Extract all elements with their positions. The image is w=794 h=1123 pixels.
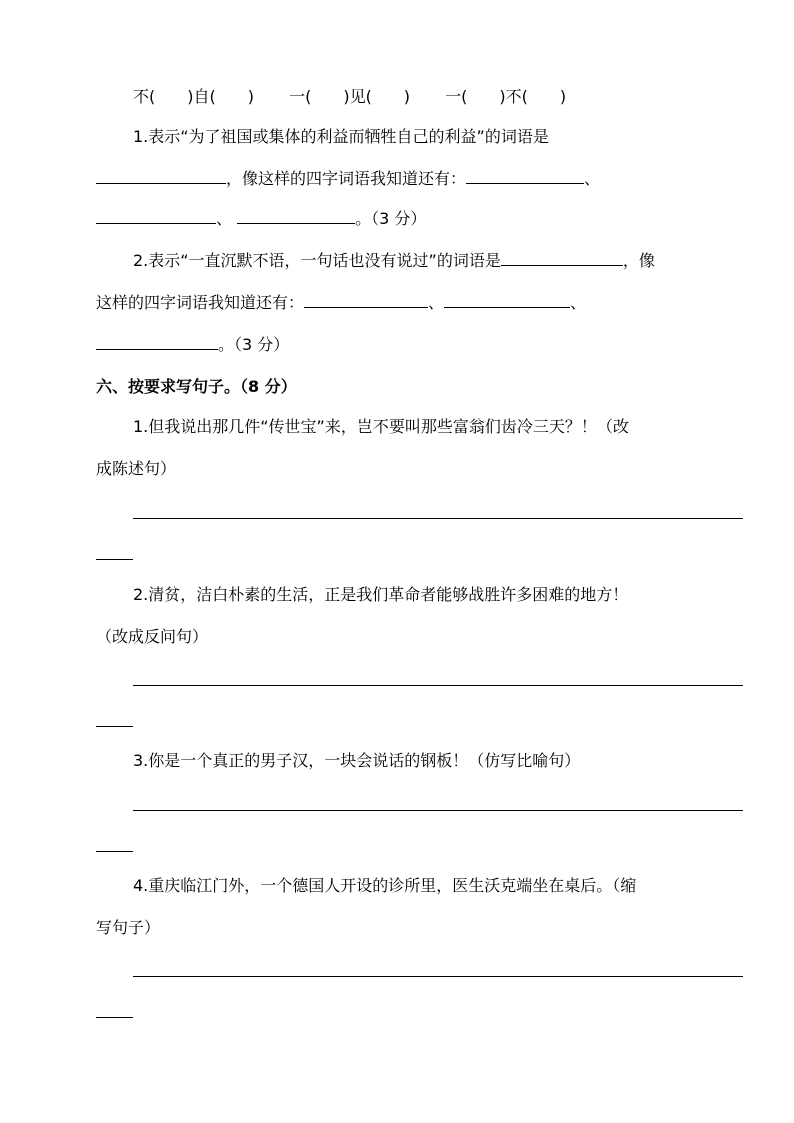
s6-item4-line1: 4.重庆临江门外，一个德国人开设的诊所里，医生沃克端坐在桌后。（缩	[133, 876, 637, 895]
s6-item4-line2: 写句子）	[96, 918, 161, 937]
q1-line3: 、 。（3 分）	[96, 208, 426, 230]
answer-blank[interactable]	[96, 209, 216, 224]
answer-blank[interactable]	[501, 251, 623, 266]
q1-line1: 1.表示“为了祖国或集体的利益而牺牲自己的利益”的词语是	[133, 127, 549, 146]
q1-line2: ，像这样的四字词语我知道还有： 、	[96, 168, 600, 190]
answer-line-tail[interactable]	[96, 851, 133, 852]
answer-blank[interactable]	[96, 335, 218, 350]
q2-line2: 这样的四字词语我知道还有： 、 、	[96, 293, 587, 312]
answer-blank[interactable]	[444, 293, 570, 308]
answer-line-tail[interactable]	[96, 559, 133, 560]
s6-item2-line2: （改成反问句）	[96, 627, 209, 646]
s6-item1-line2: 成陈述句）	[96, 459, 177, 478]
s6-item2-line1: 2.清贫，洁白朴素的生活，正是我们革命者能够战胜许多困难的地方！	[133, 585, 629, 604]
s6-item3-line1: 3.你是一个真正的男子汉，一块会说话的钢板！（仿写比喻句）	[133, 751, 581, 770]
answer-line[interactable]	[133, 976, 743, 977]
q2-line1: 2.表示“一直沉默不语，一句话也没有说过”的词语是 ，像	[133, 251, 655, 270]
answer-blank[interactable]	[304, 293, 428, 308]
answer-blank[interactable]	[237, 209, 355, 224]
answer-line-tail[interactable]	[96, 726, 133, 727]
idiom-1: 不( )自( )	[133, 87, 254, 106]
section-title: 六、按要求写句子。（8 分）	[96, 377, 297, 396]
s6-item1-line1: 1.但我说出那几件“传世宝”来，岂不要叫那些富翁们齿冷三天？！（改	[133, 417, 629, 436]
idiom-row	[133, 86, 596, 108]
answer-line[interactable]	[133, 810, 743, 811]
idiom-3: 一( )不( )	[445, 87, 567, 106]
answer-line-tail[interactable]	[96, 1017, 133, 1018]
q2-line3: 。（3 分）	[96, 334, 289, 356]
answer-blank[interactable]	[96, 169, 226, 184]
answer-line[interactable]	[133, 518, 743, 519]
idiom-2: 一( )见( )	[289, 87, 411, 106]
answer-line[interactable]	[133, 685, 743, 686]
answer-blank[interactable]	[466, 169, 584, 184]
